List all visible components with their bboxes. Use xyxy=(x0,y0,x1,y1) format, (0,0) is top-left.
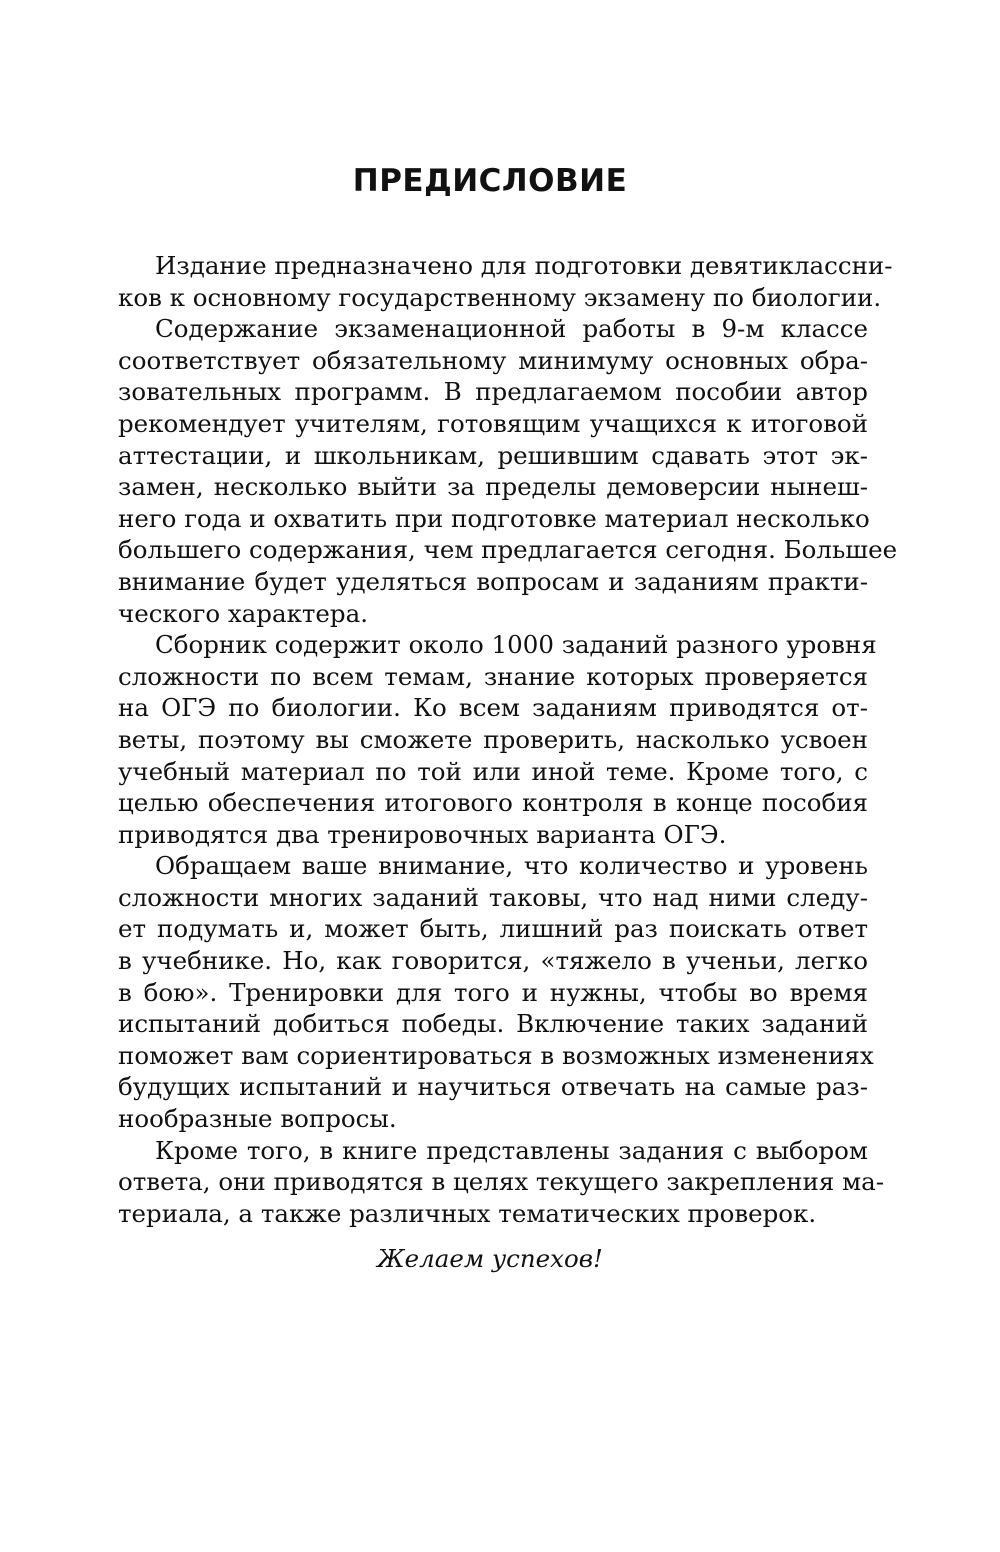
text-line: Обращаем ваше внимание, что количество и уровень xyxy=(155,851,868,881)
text-line: целью обеспечения итогового контроля в конце пособия xyxy=(118,788,868,818)
text-line: Издание предназначено для подготовки девятиклассни- xyxy=(155,251,893,280)
text-line: ответа, они приводятся в целях текущего закрепления ма- xyxy=(118,1167,885,1197)
closing-wish: Желаем успехов! xyxy=(377,1244,603,1273)
text-line: Кроме того, в книге представлены задания с выбором xyxy=(155,1135,868,1165)
text-line: сложности по всем темам, знание которых проверяется xyxy=(118,661,868,691)
text-line: ет подумать и, может быть, лишний раз поискать ответ xyxy=(118,914,868,944)
text-line: будущих испытаний и научиться отвечать на самые раз- xyxy=(118,1072,868,1102)
text-line: него года и охватить при подготовке материал несколько xyxy=(118,503,870,533)
text-line: внимание будет уделяться вопросам и заданиям практи- xyxy=(118,566,868,596)
text-line: ков к основному государственному экзамену по биологии. xyxy=(118,282,882,312)
text-line: териала, а также различных тематических проверок. xyxy=(118,1198,817,1228)
text-line: сложности многих заданий таковы, что над ними следу- xyxy=(118,882,868,912)
preface-body xyxy=(118,250,898,1229)
text-line: Содержание экзаменационной работы в 9-м классе xyxy=(155,314,868,344)
text-line: веты, поэтому вы сможете проверить, насколько усвоен xyxy=(118,724,868,754)
text-line: аттестации, и школьникам, решившим сдавать этот эк- xyxy=(118,440,868,470)
text-line: поможет вам сориентироваться в возможных изменениях xyxy=(118,1040,874,1070)
text-line: испытаний добиться победы. Включение таких заданий xyxy=(118,1009,868,1039)
text-line: замен, несколько выйти за пределы демоверсии нынеш- xyxy=(118,472,868,502)
text-line: зовательных программ. В предлагаемом пособии автор xyxy=(118,377,868,407)
text-line: в бою». Тренировки для того и нужны, чтобы во время xyxy=(118,977,868,1007)
page-title: ПРЕДИСЛОВИЕ xyxy=(352,163,628,199)
text-line: приводятся два тренировочных варианта ОГЭ. xyxy=(118,819,727,849)
text-line: ческого характера. xyxy=(118,598,369,628)
text-line: нообразные вопросы. xyxy=(118,1104,397,1134)
text-line: соответствует обязательному минимуму основных обра- xyxy=(118,345,868,375)
text-line: рекомендует учителям, готовящим учащихся к итоговой xyxy=(118,408,868,438)
text-line: большего содержания, чем предлагается сегодня. Большее xyxy=(118,535,898,565)
text-line: на ОГЭ по биологии. Ко всем заданиям приводятся от- xyxy=(118,693,868,723)
text-line: Сборник содержит около 1000 заданий разного уровня xyxy=(155,630,877,660)
text-line: учебный материал по той или иной теме. Кроме того, с xyxy=(118,756,868,786)
text-line: в учебнике. Но, как говорится, «тяжело в ученьи, легко xyxy=(118,946,868,976)
